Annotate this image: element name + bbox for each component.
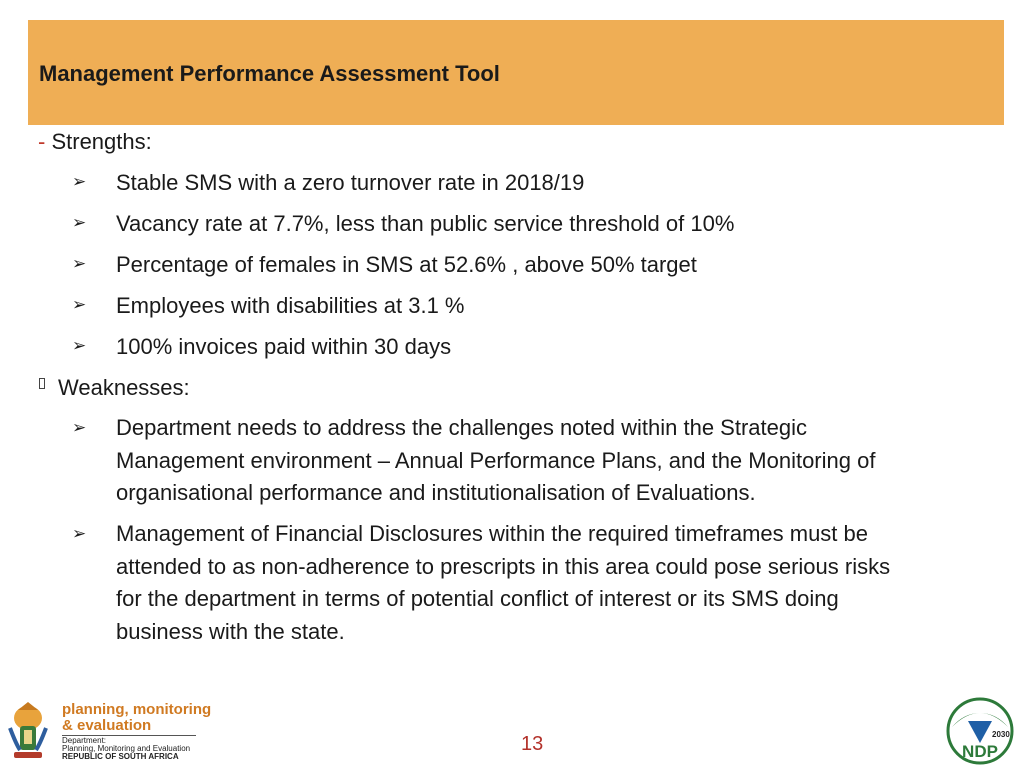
dpme-logo-line1: planning, monitoring <box>62 701 212 718</box>
weakness-line: organisational performance and institutionalisation of Evaluations. <box>116 480 756 505</box>
weakness-line: attended to as non-adherence to prescripts in this area could pose serious risks <box>116 553 891 579</box>
slide-title: Management Performance Assessment Tool <box>39 61 500 86</box>
weakness-line: Management of Financial Disclosures within the required timeframes must be <box>116 521 868 546</box>
weakness-line: Management environment – Annual Performance Plans, and the Monitoring of <box>116 447 876 473</box>
arrow-bullet-icon: ➢ <box>72 295 87 314</box>
arrow-bullet-icon: ➢ <box>72 172 87 191</box>
arrow-bullet-icon: ➢ <box>72 336 87 355</box>
arrow-bullet-icon: ➢ <box>72 418 87 437</box>
weaknesses-label: Weaknesses: <box>58 375 190 400</box>
arrow-bullet-icon: ➢ <box>72 524 87 543</box>
strength-item: Stable SMS with a zero turnover rate in 2018/19 <box>116 170 585 195</box>
strength-item: Employees with disabilities at 3.1 % <box>116 293 465 318</box>
arrow-bullet-icon: ➢ <box>72 213 87 232</box>
strengths-dash: - <box>38 129 46 154</box>
weakness-line: Department needs to address the challenges noted within the Strategic <box>116 415 807 440</box>
weakness-line: for the department in terms of potential conflict of interest or its SMS doing <box>116 586 839 611</box>
coat-of-arms-logo <box>2 698 62 766</box>
ndp-text: NDP <box>962 742 998 761</box>
dept-line: Planning, Monitoring and Evaluation <box>62 744 191 753</box>
dept-line: Department: <box>62 736 107 745</box>
weakness-line: business with the state. <box>116 618 345 644</box>
dpme-logo-line2: & evaluation <box>62 717 152 734</box>
strength-item: Vacancy rate at 7.7%, less than public service threshold of 10% <box>116 211 735 236</box>
strength-item: 100% invoices paid within 30 days <box>116 334 452 359</box>
square-bullet-icon <box>39 378 45 389</box>
ndp-2030-logo <box>946 697 1014 765</box>
strengths-heading <box>38 126 152 158</box>
department-caption <box>62 737 190 761</box>
arrow-bullet-icon: ➢ <box>72 254 87 273</box>
weakness-item <box>116 412 996 510</box>
dept-line: REPUBLIC OF SOUTH AFRICA <box>62 752 179 761</box>
strengths-label: Strengths: <box>51 129 152 154</box>
page-number: 13 <box>521 733 544 755</box>
strength-item: Percentage of females in SMS at 52.6% , above 50% target <box>116 252 697 277</box>
ndp-year-text: 2030 <box>992 730 1010 739</box>
weakness-item <box>116 518 996 648</box>
